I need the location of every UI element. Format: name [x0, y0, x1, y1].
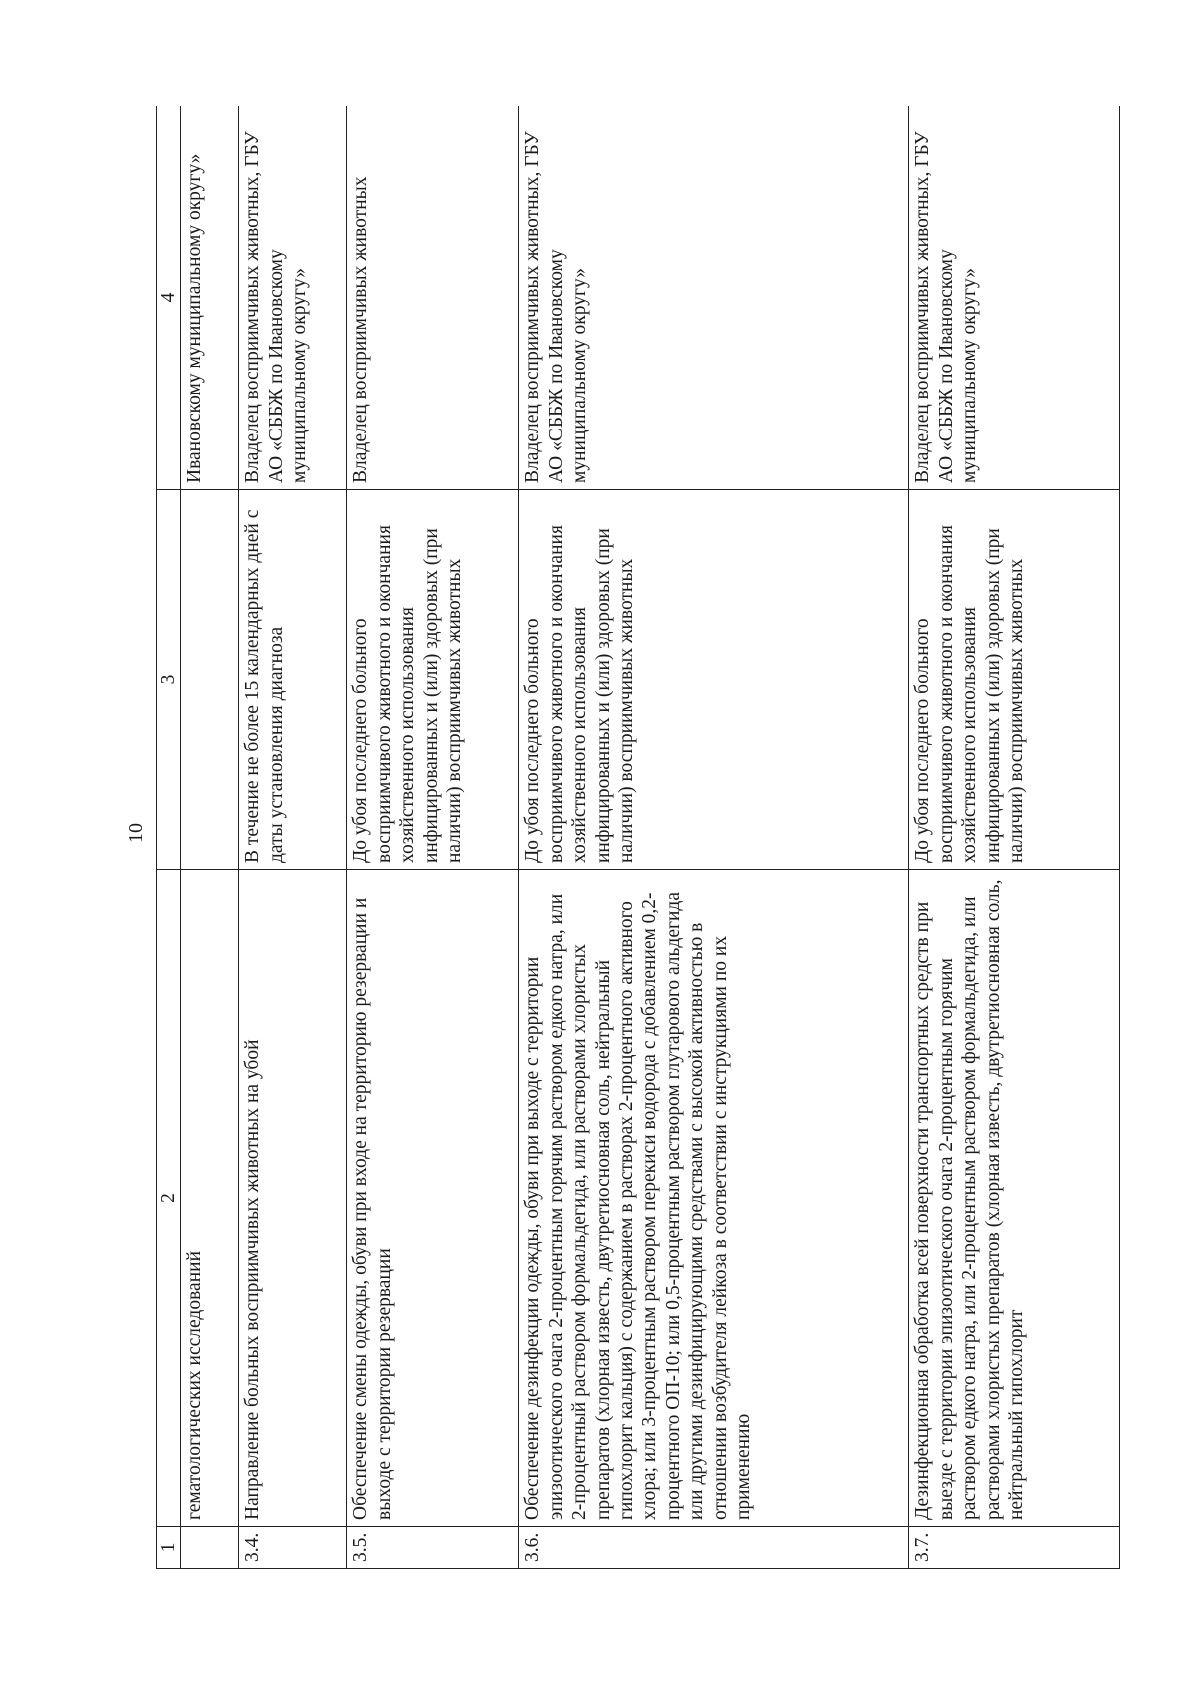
table-row — [909, 106, 1120, 1569]
row-responsible: Владелец восприимчивых животных, ГБУ АО «СББЖ по Ивановскому муниципальному округу» — [519, 106, 909, 490]
row-action: гематологических исследований — [181, 870, 239, 1527]
row-action: Дезинфекционная обработка всей поверхности транспортных средств при выезде с территории эпизоотического очага 2-процентным горячим раствором едкого натра, или 2-процентным раствором формальдегида, или растворами хлористых препаратов (хлорная известь, двутретиосновная соль, нейтральный гипохлорит — [909, 870, 1120, 1527]
row-term — [181, 490, 239, 870]
rotated-table-container — [156, 106, 1120, 1569]
row-term: В течение не более 15 календарных дней с даты установления диагноза — [239, 490, 347, 870]
row-action: Направление больных восприимчивых животных на убой — [239, 870, 347, 1527]
page-number: 10 — [125, 823, 147, 843]
table-frame — [156, 106, 1120, 1569]
row-action: Обеспечение смены одежды, обуви при входе на территорию резервации и выходе с территории резервации — [347, 870, 519, 1527]
table-row — [181, 106, 239, 1569]
table-row — [239, 106, 347, 1569]
row-responsible: Ивановскому муниципальному округу» — [181, 106, 239, 490]
row-action: Обеспечение дезинфекции одежды, обуви при выходе с территории эпизоотического очага 2-процентным горячим раствором едкого натра, или 2-процентный раствором формальдегида, или растворами хлористых препаратов (хлорная известь, двутретиосновная соль, нейтральный гипохлорит кальция) с содержанием в растворах 2-процентного активного хлора; или 3-процентным раствором перекиси водорода с добавлением 0,2-процентного ОП-10; или 0,5-процентным раствором глутарового альдегида или другими дезинфицирующими средствами с высокой активностью в отношении возбудителя лейкоза в соответствии с инструкциями по их применению — [519, 870, 909, 1527]
measures-table — [156, 106, 1120, 1569]
row-number: 3.4. — [239, 1527, 347, 1569]
row-number — [181, 1527, 239, 1569]
row-responsible: Владелец восприимчивых животных, ГБУ АО «СББЖ по Ивановскому муниципальному округу» — [239, 106, 347, 490]
header-col-1: 1 — [157, 1527, 181, 1569]
row-term: До убоя последнего больного восприимчивого животного и окончания хозяйственного использования инфицированных и (или) здоровых (при наличии) восприимчивых животных — [909, 490, 1120, 870]
row-number: 3.6. — [519, 1527, 909, 1569]
table-row — [519, 106, 909, 1569]
table-header-row — [157, 106, 181, 1569]
row-number: 3.5. — [347, 1527, 519, 1569]
row-responsible: Владелец восприимчивых животных, ГБУ АО «СББЖ по Ивановскому муниципальному округу» — [909, 106, 1120, 490]
row-term: До убоя последнего больного восприимчивого животного и окончания хозяйственного использования инфицированных и (или) здоровых (при наличии) восприимчивых животных — [347, 490, 519, 870]
header-col-3: 3 — [157, 490, 181, 870]
header-col-2: 2 — [157, 870, 181, 1527]
row-number: 3.7. — [909, 1527, 1120, 1569]
header-col-4: 4 — [157, 106, 181, 490]
row-responsible: Владелец восприимчивых животных — [347, 106, 519, 490]
table-row — [347, 106, 519, 1569]
row-term: До убоя последнего больного восприимчивого животного и окончания хозяйственного использования инфицированных и (или) здоровых (при наличии) восприимчивых животных — [519, 490, 909, 870]
